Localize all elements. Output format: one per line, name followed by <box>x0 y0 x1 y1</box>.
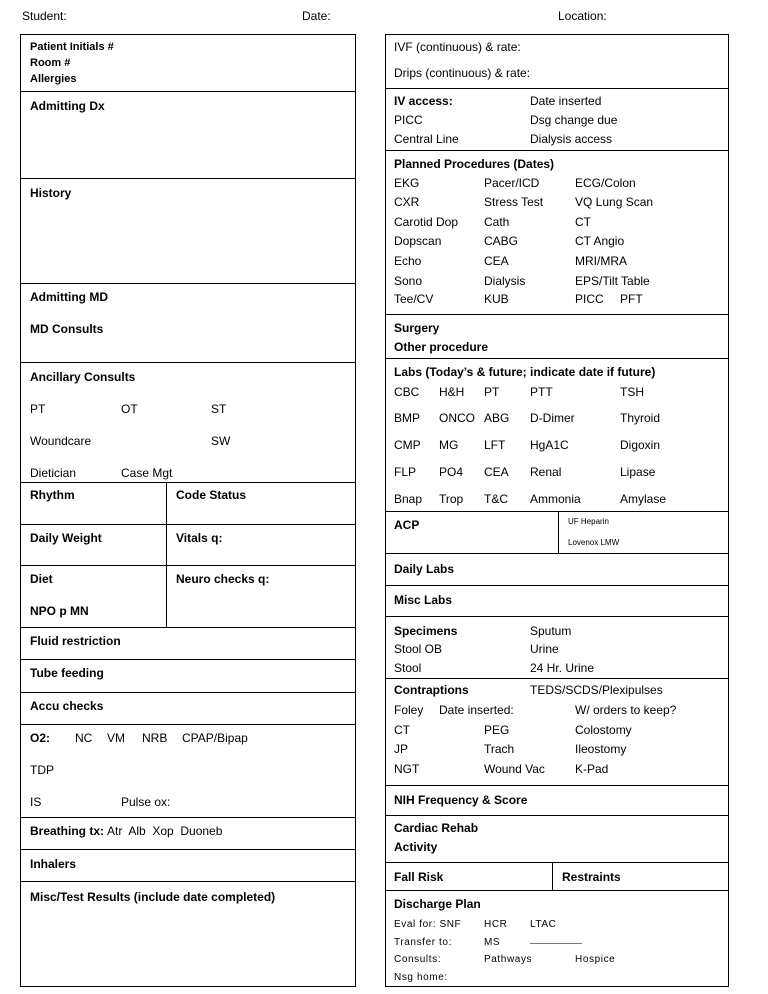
contraption-date-inserted-label: Date inserted: <box>439 703 514 717</box>
daily-labs-label: Daily Labs <box>394 562 455 576</box>
urine-label: Urine <box>530 642 559 656</box>
misc-labs-label: Misc Labs <box>394 593 453 607</box>
admitting-dx-label: Admitting Dx <box>30 99 105 113</box>
contraption-item: K-Pad <box>575 762 609 776</box>
md-consults-label: MD Consults <box>30 322 104 336</box>
iv-access-label: IV access: <box>394 94 453 108</box>
fall-risk-label: Fall Risk <box>394 870 444 884</box>
procedure-item: Tee/CV <box>394 292 434 306</box>
procedure-item: Cath <box>484 215 510 229</box>
dietician-label: Dietician <box>30 466 77 480</box>
contraption-item: Trach <box>484 742 515 756</box>
lab-item: D-Dimer <box>530 411 575 425</box>
lab-item: BMP <box>394 411 421 425</box>
accu-checks-label: Accu checks <box>30 699 104 713</box>
transfer-to-label: Transfer to: <box>394 937 452 948</box>
dialysis-access-label: Dialysis access <box>530 132 613 146</box>
is-label: IS <box>30 795 42 809</box>
patient-initials-label: Patient Initials # <box>30 41 114 53</box>
procedure-item: ECG/Colon <box>575 176 636 190</box>
lab-item: H&H <box>439 385 465 399</box>
sw-label: SW <box>211 434 231 448</box>
lab-item: T&C <box>484 492 508 506</box>
student-label: Student: <box>22 9 67 23</box>
eval-for-label: Eval for: SNF <box>394 919 462 930</box>
ms-label: MS <box>484 937 501 948</box>
rhythm-label: Rhythm <box>30 488 75 502</box>
ltac-label: LTAC <box>530 919 557 930</box>
surgery-label: Surgery <box>394 321 440 335</box>
allergies-label: Allergies <box>30 73 77 85</box>
procedure-item: Carotid Dop <box>394 215 459 229</box>
transfer-blank: _____________ <box>530 935 582 944</box>
ancillary-consults-label: Ancillary Consults <box>30 370 136 384</box>
procedure-item: Pacer/ICD <box>484 176 540 190</box>
picc-label: PICC <box>394 113 423 127</box>
lab-item: CEA <box>484 465 509 479</box>
st-label: ST <box>211 402 227 416</box>
room-label: Room # <box>30 57 71 69</box>
pathways-label: Pathways <box>484 954 533 965</box>
daily-weight-label: Daily Weight <box>30 531 102 545</box>
pt-label: PT <box>30 402 46 416</box>
contraption-item: PEG <box>484 723 510 737</box>
procedure-item: EKG <box>394 176 420 190</box>
npo-label: NPO p MN <box>30 604 89 618</box>
cardiac-rehab-label: Cardiac Rehab <box>394 821 479 835</box>
lab-item: FLP <box>394 465 417 479</box>
history-label: History <box>30 186 72 200</box>
lab-item: ABG <box>484 411 510 425</box>
procedure-item: Sono <box>394 274 423 288</box>
procedure-item: PICC <box>575 292 604 306</box>
procedure-item: KUB <box>484 292 509 306</box>
lab-item: PO4 <box>439 465 464 479</box>
acp-label: ACP <box>394 518 420 532</box>
date-label: Date: <box>302 9 331 23</box>
lab-item: Bnap <box>394 492 423 506</box>
procedure-item: Echo <box>394 254 422 268</box>
code-status-label: Code Status <box>176 488 247 502</box>
lab-item: CBC <box>394 385 420 399</box>
misc-test-results-label: Misc/Test Results (include date completed) <box>30 890 276 904</box>
nih-label: NIH Frequency & Score <box>394 793 528 807</box>
teds-label: TEDS/SCDS/Plexipulses <box>530 683 663 697</box>
central-line-label: Central Line <box>394 132 459 146</box>
contraption-item: JP <box>394 742 409 756</box>
contraption-item: Ileostomy <box>575 742 627 756</box>
procedure-item: CEA <box>484 254 509 268</box>
left-panel <box>20 34 356 987</box>
lab-item: Amylase <box>620 492 667 506</box>
fluid-restriction-label: Fluid restriction <box>30 634 121 648</box>
inhalers-label: Inhalers <box>30 857 77 871</box>
procedure-item: EPS/Tilt Table <box>575 274 650 288</box>
contraption-item: Colostomy <box>575 723 632 737</box>
tube-feeding-label: Tube feeding <box>30 666 104 680</box>
case-mgt-label: Case Mgt <box>121 466 173 480</box>
specimens-label: Specimens <box>394 624 458 638</box>
o2-nc: NC <box>75 731 93 745</box>
lab-item: Lipase <box>620 465 656 479</box>
urine-24hr-label: 24 Hr. Urine <box>530 661 595 675</box>
o2-cpap: CPAP/Bipap <box>182 731 248 745</box>
lovenox-label: Lovenox LMW <box>568 538 620 547</box>
lab-item: TSH <box>620 385 644 399</box>
hospice-label: Hospice <box>575 954 616 965</box>
tdp-label: TDP <box>30 763 54 777</box>
pulse-ox-label: Pulse ox: <box>121 795 171 809</box>
dsg-change-label: Dsg change due <box>530 113 618 127</box>
neuro-checks-label: Neuro checks q: <box>176 572 270 586</box>
consults-label: Consults: <box>394 954 442 965</box>
procedure-item: CXR <box>394 195 420 209</box>
lab-item: ONCO <box>439 411 475 425</box>
procedure-item: CT Angio <box>575 234 625 248</box>
lab-item: Ammonia <box>530 492 581 506</box>
nsg-home-label: Nsg home: <box>394 972 448 983</box>
lab-item: PTT <box>530 385 553 399</box>
uf-heparin-label: UF Heparin <box>568 517 609 526</box>
o2-label: O2: <box>30 731 51 745</box>
o2-nrb: NRB <box>142 731 168 745</box>
lab-item: LFT <box>484 438 506 452</box>
contraption-item: Wound Vac <box>484 762 545 776</box>
procedure-item: MRI/MRA <box>575 254 627 268</box>
vitals-label: Vitals q: <box>176 531 223 545</box>
contraptions-label: Contraptions <box>394 683 469 697</box>
date-inserted-label: Date inserted <box>530 94 602 108</box>
lab-item: Thyroid <box>620 411 661 425</box>
procedure-item: VQ Lung Scan <box>575 195 654 209</box>
lab-item: CMP <box>394 438 421 452</box>
contraption-item: NGT <box>394 762 420 776</box>
restraints-label: Restraints <box>562 870 621 884</box>
procedure-item: Dopscan <box>394 234 442 248</box>
hcr-label: HCR <box>484 919 508 930</box>
lab-item: PT <box>484 385 500 399</box>
ot-label: OT <box>121 402 138 416</box>
procedure-item: PFT <box>620 292 643 306</box>
lab-item: Renal <box>530 465 562 479</box>
discharge-plan-label: Discharge Plan <box>394 897 481 911</box>
lab-item: Digoxin <box>620 438 661 452</box>
lab-item: MG <box>439 438 459 452</box>
activity-label: Activity <box>394 840 438 854</box>
diet-label: Diet <box>30 572 53 586</box>
contraption-item: CT <box>394 723 410 737</box>
orders-to-keep-label: W/ orders to keep? <box>575 703 677 717</box>
foley-label: Foley <box>394 703 424 717</box>
stool-ob-label: Stool OB <box>394 642 443 656</box>
planned-procedures-label: Planned Procedures (Dates) <box>394 157 555 171</box>
procedure-item: Dialysis <box>484 274 526 288</box>
lab-item: Trop <box>439 492 464 506</box>
labs-label: Labs (Today’s & future; indicate date if future) <box>394 365 656 379</box>
procedure-item: CABG <box>484 234 519 248</box>
procedure-item: CT <box>575 215 591 229</box>
ivf-label: IVF (continuous) & rate: <box>394 40 521 54</box>
drips-label: Drips (continuous) & rate: <box>394 66 531 80</box>
stool-label: Stool <box>394 661 422 675</box>
sputum-label: Sputum <box>530 624 572 638</box>
woundcare-label: Woundcare <box>30 434 92 448</box>
location-label: Location: <box>558 9 607 23</box>
other-procedure-label: Other procedure <box>394 340 489 354</box>
breathing-tx-items: Atr Alb Xop Duoneb <box>107 824 223 838</box>
procedure-item: Stress Test <box>484 195 544 209</box>
admitting-md-label: Admitting MD <box>30 290 108 304</box>
breathing-tx-label: Breathing tx: <box>30 824 105 838</box>
lab-item: HgA1C <box>530 438 569 452</box>
o2-vm: VM <box>107 731 125 745</box>
